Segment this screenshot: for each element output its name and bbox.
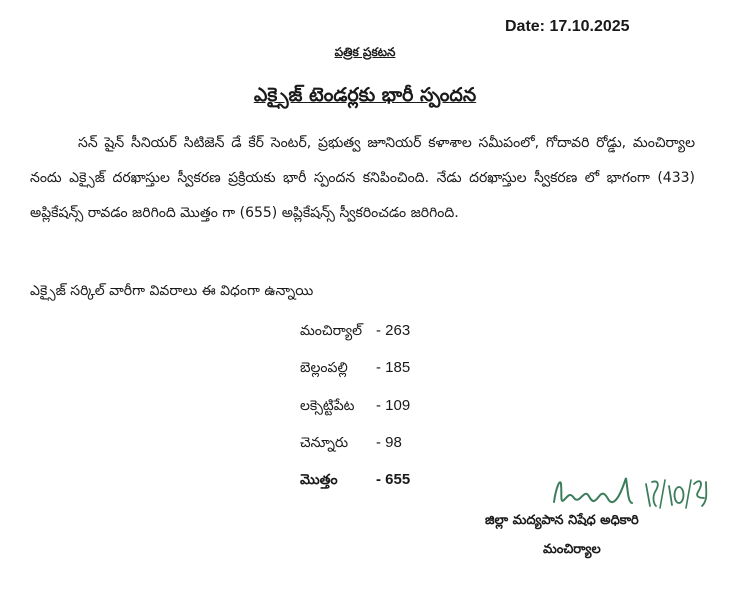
circle-row-chennur	[300, 432, 402, 454]
total-label: మొత్తం	[300, 472, 338, 488]
officer-designation: జిల్లా మద్యపాన నిషేధ అధికారి	[485, 513, 639, 528]
circle-name: చెన్నూరు	[300, 435, 349, 451]
circle-details-intro: ఎక్సైజ్ సర్కిల్ వారీగా వివరాలు ఈ విధంగా ఉన్నాయి	[30, 283, 314, 299]
circle-count: - 109	[376, 397, 411, 414]
press-note-label: పత్రిక ప్రకటన	[334, 45, 396, 59]
circle-name: బెల్లంపల్లి	[300, 360, 348, 376]
officer-location: మంచిర్యాల	[543, 542, 601, 557]
circle-count: - 263	[376, 322, 411, 339]
circle-row-luxettipet	[300, 395, 410, 417]
circle-count: - 98	[376, 434, 402, 451]
circle-name: లక్సెట్టిపేట	[300, 398, 355, 414]
circle-name: మంచిర్యాల్	[300, 323, 363, 339]
circle-row-bellampalli	[300, 357, 410, 379]
total-row	[300, 469, 410, 491]
circle-count: - 185	[376, 359, 411, 376]
press-release-date: Date: 17.10.2025	[505, 18, 630, 35]
headline: ఎక్సైజ్ టెండర్లకు భారీ స్పందన	[253, 84, 477, 106]
body-paragraph: సన్ షైన్ సీనియర్ సిటిజెన్ డే కేర్ సెంటర్, ప్రభుత్వ జూనియర్ కళాశాల సమీపంలో, గోదావరి రోడ్డు, మంచిర్యాల నందు ఎక్సైజ్ దరఖాస్తుల స్వీకరణ ప్రక్రియకు భారీ స్పందన కనిపించింది. నేడు దరఖాస్తుల స్వీకరణ లో భాగంగా (433) అప్లికేషన్స్ రావడం జరిగింది మొత్తం గా (655) అప్లికేషన్స్ స్వీకరించడం జరిగింది.	[30, 135, 695, 221]
total-count: - 655	[376, 471, 411, 488]
circle-row-mancherial	[300, 320, 410, 342]
